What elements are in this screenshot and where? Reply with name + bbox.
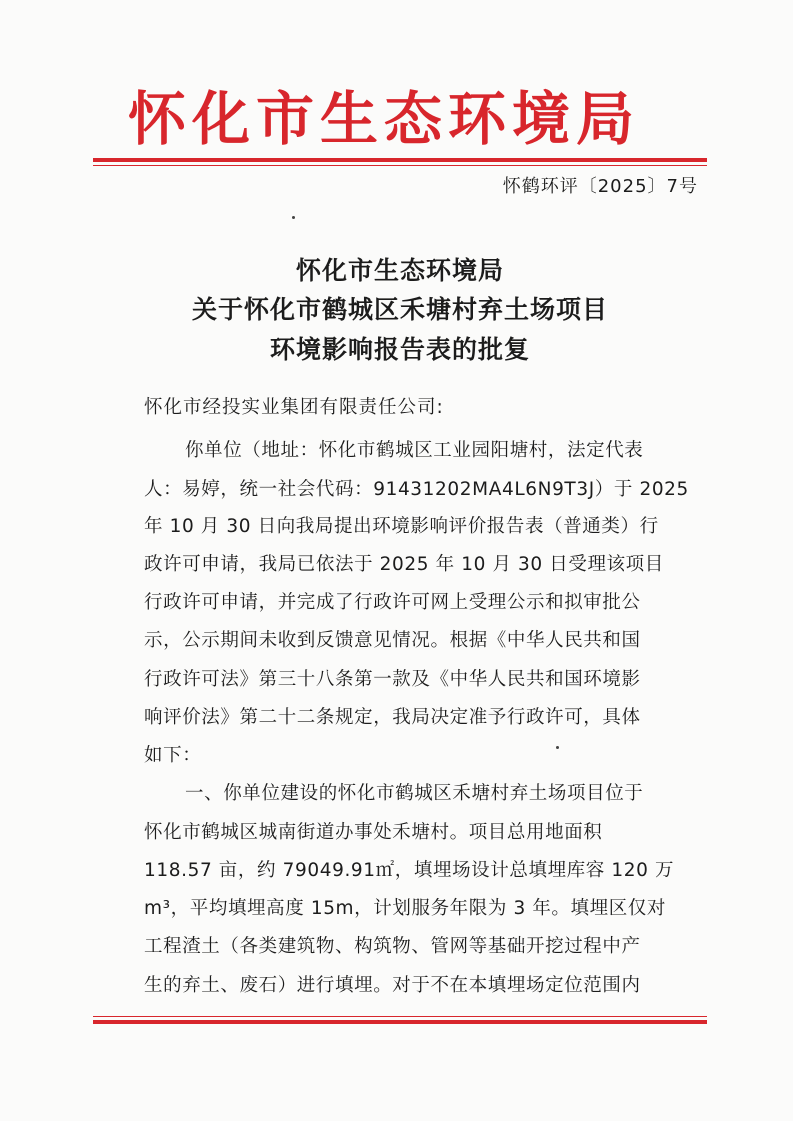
footer-rule-thin	[93, 1016, 707, 1017]
body-line: 生的弃土、废石）进行填埋。对于不在本填埋场定位范围内	[144, 975, 641, 996]
body-line: 118.57 亩，约 79049.91㎡，填埋场设计总填埋库容 120 万	[144, 860, 675, 881]
document-number: 怀鹤环评〔2025〕7号	[502, 176, 698, 197]
masthead-title: 怀化市生态环境局	[128, 85, 641, 153]
body-line: 年 10 月 30 日向我局提出环境影响评价报告表（普通类）行	[144, 516, 659, 537]
body-line: 行政许可申请，并完成了行政许可网上受理公示和拟审批公	[144, 592, 641, 613]
header-rule-thin	[93, 165, 707, 166]
scan-speck	[556, 746, 559, 749]
body-line: m³，平均填埋高度 15m，计划服务年限为 3 年。填埋区仅对	[144, 898, 667, 919]
body-line: 行政许可法》第三十八条第一款及《中华人民共和国环境影	[144, 669, 641, 690]
body-line: 示，公示期间未收到反馈意见情况。根据《中华人民共和国	[144, 630, 641, 651]
scan-speck	[292, 216, 295, 219]
body-line: 怀化市鹤城区城南街道办事处禾塘村。项目总用地面积	[144, 822, 603, 843]
body-line: 你单位（地址：怀化市鹤城区工业园阳塘村，法定代表	[185, 440, 644, 461]
body-line: 如下：	[144, 745, 202, 766]
document-title-line-1: 怀化市生态环境局	[295, 256, 504, 285]
header-rule-thick	[93, 158, 707, 162]
document-title-line-2: 关于怀化市鹤城区禾塘村弃土场项目	[191, 295, 608, 324]
footer-rule-thick	[93, 1020, 707, 1024]
body-line: 响评价法》第二十二条规定，我局决定准予行政许可，具体	[144, 707, 641, 728]
addressee: 怀化市经投实业集团有限责任公司:	[144, 397, 444, 418]
body-line: 一、你单位建设的怀化市鹤城区禾塘村弃土场项目位于	[185, 783, 644, 804]
body-line: 工程渣土（各类建筑物、构筑物、管网等基础开挖过程中产	[144, 936, 641, 957]
document-title-line-3: 环境影响报告表的批复	[269, 335, 530, 364]
body-line: 政许可申请，我局已依法于 2025 年 10 月 30 日受理该项目	[144, 554, 664, 575]
body-line: 人：易婷，统一社会代码：91431202MA4L6N9T3J）于 2025	[144, 479, 689, 500]
